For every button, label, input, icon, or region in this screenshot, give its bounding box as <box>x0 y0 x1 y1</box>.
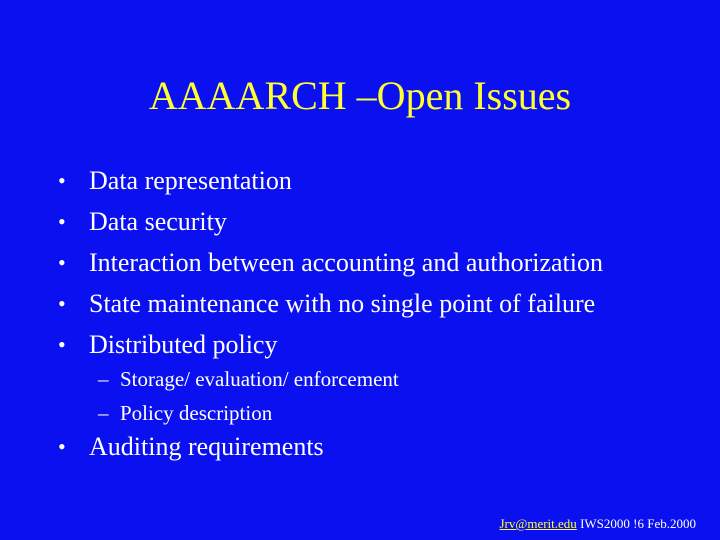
bullet-text: State maintenance with no single point of failure <box>89 289 596 318</box>
bullet-item <box>58 160 603 201</box>
bullet-item <box>58 324 603 365</box>
bullet-icon: • <box>58 434 66 459</box>
bullet-icon: • <box>58 209 66 234</box>
slide-title: AAAARCH –Open Issues <box>148 73 572 118</box>
dash-icon: – <box>98 401 109 425</box>
sub-bullet-text: Policy description <box>120 401 273 425</box>
footer-email-link[interactable]: Jrv@merit.edu <box>499 516 577 531</box>
bullet-item <box>58 242 603 283</box>
bullet-text: Data representation <box>89 166 292 195</box>
footer <box>499 516 696 532</box>
sub-bullet-list <box>98 362 399 430</box>
footer-separator: ! <box>633 516 638 531</box>
sub-bullet-item <box>98 396 399 430</box>
bullet-item <box>58 201 603 242</box>
bullet-text: Distributed policy <box>89 330 278 359</box>
sub-bullet-text: Storage/ evaluation/ enforcement <box>120 367 399 391</box>
bullet-icon: • <box>58 168 66 193</box>
sub-bullet-item <box>98 362 399 396</box>
bullet-text: Interaction between accounting and authorization <box>89 248 604 277</box>
bullet-list <box>58 160 603 365</box>
bullet-icon: • <box>58 332 66 357</box>
dash-icon: – <box>98 367 109 391</box>
bullet-text: Data security <box>89 207 227 236</box>
bullet-icon: • <box>58 250 66 275</box>
bullet-text: Auditing requirements <box>89 432 324 461</box>
bullet-item-auditing <box>58 426 324 467</box>
bullet-icon: • <box>58 291 66 316</box>
bullet-item <box>58 283 603 324</box>
footer-event: IWS2000 <box>580 516 630 531</box>
footer-date: 6 Feb.2000 <box>637 516 696 531</box>
